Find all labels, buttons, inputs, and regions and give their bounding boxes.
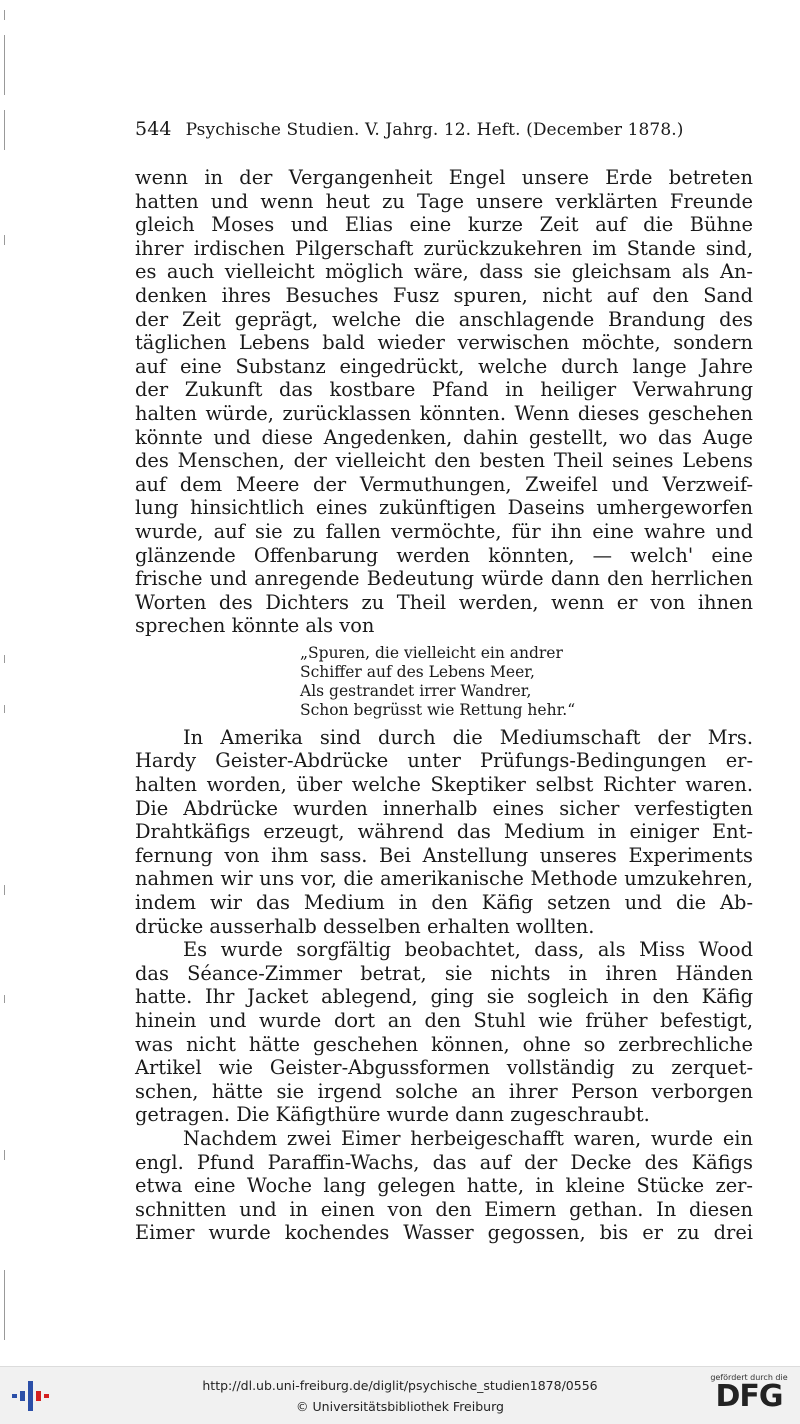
- text-line: Drahtkäfigs erzeugt, während das Medium in einiger Ent-: [135, 820, 753, 844]
- text-line: schen, hätte sie irgend solche an ihrer Person verborgen: [135, 1079, 753, 1103]
- poem-quote: [135, 644, 753, 720]
- text-line: halten worden, über welche Skeptiker selbst Richter waren.: [135, 773, 753, 797]
- running-header: [135, 118, 753, 140]
- text-line: das Séance-Zimmer betrat, sie nichts in ihren Händen: [135, 961, 753, 985]
- text-line: was nicht hätte geschehen können, ohne so zerbrechliche: [135, 1032, 753, 1056]
- poem-line: Schon begrüsst wie Rettung hehr.“: [300, 700, 576, 719]
- poem-line: „Spuren, die vielleicht ein andrer: [300, 643, 563, 662]
- text-line: getragen. Die Käfigthüre wurde dann zugeschraubt.: [135, 1103, 650, 1127]
- paragraph-4: [135, 1127, 753, 1245]
- text-line: hatte. Ihr Jacket ablegend, ging sie sogleich in den Käfig: [135, 985, 753, 1009]
- text-line: glänzende Offenbarung werden könnten, — welch' eine: [135, 543, 753, 567]
- dfg-wordmark: DFG: [715, 1379, 783, 1414]
- text-line: In Amerika sind durch die Mediumschaft der Mrs.: [183, 725, 753, 749]
- text-line: wenn in der Vergangenheit Engel unsere Erde betreten: [135, 166, 753, 189]
- copyright-notice: © Universitätsbibliothek Freiburg: [296, 1399, 504, 1414]
- text-line: frische und anregende Bedeutung würde dann den herrlichen: [135, 567, 753, 591]
- text-line: lung hinsichtlich eines zukünftigen Daseins umhergeworfen: [135, 496, 753, 520]
- text-line: etwa eine Woche lang gelegen hatte, in kleine Stücke zer-: [135, 1174, 753, 1198]
- text-line: täglichen Lebens bald wieder verwischen möchte, sondern: [135, 331, 753, 355]
- text-line: hinein und wurde dort an den Stuhl wie früher befestigt,: [135, 1009, 753, 1032]
- text-line: es auch vielleicht möglich wäre, dass sie gleichsam als An-: [135, 260, 753, 284]
- permalink-url[interactable]: http://dl.ub.uni-freiburg.de/diglit/psychische_studien1878/0556: [202, 1378, 598, 1393]
- text-line: auf dem Meere der Vermuthungen, Zweifel und Verzweif-: [135, 472, 753, 496]
- dfg-logo: [706, 1371, 792, 1421]
- text-line: Es wurde sorgfältig beobachtet, dass, als Miss Wood: [183, 938, 753, 962]
- page-number: 544: [135, 118, 172, 140]
- poem-line: Schiffer auf des Lebens Meer,: [300, 662, 535, 681]
- text-line: der Zukunft das kostbare Pfand in heiliger Verwahrung: [135, 378, 753, 402]
- text-line: gleich Moses und Elias eine kurze Zeit auf die Bühne: [135, 213, 753, 237]
- text-line: halten würde, zurücklassen könnten. Wenn dieses geschehen: [135, 401, 753, 425]
- text-line: könnte und diese Angedenken, dahin gestellt, wo das Auge: [135, 425, 753, 449]
- dfg-caption: gefördert durch die: [710, 1373, 788, 1382]
- text-line: wurde, auf sie zu fallen vermöchte, für ihn eine wahre und: [135, 519, 753, 543]
- text-line: des Menschen, der vielleicht den besten Theil seines Lebens: [135, 449, 753, 473]
- text-line: denken ihres Besuches Fusz spuren, nicht auf den Sand: [135, 283, 753, 307]
- text-line: Artikel wie Geister-Abgussformen vollständig zu zerquet-: [135, 1056, 753, 1080]
- text-line: nahmen wir uns vor, die amerikanische Methode umzukehren,: [135, 867, 753, 891]
- running-title: Psychische Studien. V. Jahrg. 12. Heft. (December 1878.): [185, 120, 684, 140]
- scan-page-edge: [0, 0, 14, 1366]
- text-line: der Zeit geprägt, welche die anschlagende Brandung des: [135, 307, 753, 331]
- text-line: drücke ausserhalb desselben erhalten wollten.: [135, 914, 595, 938]
- text-line: indem wir das Medium in den Käfig setzen und die Ab-: [135, 891, 753, 915]
- text-line: sprechen könnte als von: [135, 614, 375, 638]
- text-line: Die Abdrücke wurden innerhalb eines sicher verfestigten: [135, 796, 753, 820]
- text-line: hatten und wenn heut zu Tage unsere verklärten Freunde: [135, 189, 753, 213]
- text-line: Eimer wurde kochendes Wasser gegossen, bis er zu drei: [135, 1221, 753, 1245]
- text-line: schnitten und in einen von den Eimern gethan. In diesen: [135, 1197, 753, 1221]
- page-body: [135, 166, 753, 1245]
- text-line: fernung von ihm sass. Bei Anstellung unseres Experiments: [135, 843, 753, 867]
- text-line: Nachdem zwei Eimer herbeigeschafft waren, wurde ein: [183, 1126, 753, 1150]
- text-line: auf eine Substanz eingedrückt, welche durch lange Jahre: [135, 354, 753, 378]
- paragraph-2: [135, 726, 753, 938]
- text-line: Hardy Geister-Abdrücke unter Prüfungs-Bedingungen er-: [135, 749, 753, 773]
- paragraph-1: [135, 166, 753, 638]
- viewer-footer: [0, 1366, 800, 1424]
- text-line: engl. Pfund Paraffin-Wachs, das auf der Decke des Käfigs: [135, 1150, 753, 1174]
- paragraph-3: [135, 938, 753, 1127]
- poem-line: Als gestrandet irrer Wandrer,: [300, 681, 532, 700]
- text-line: ihrer irdischen Pilgerschaft zurückzukehren im Stande sind,: [135, 236, 753, 260]
- text-line: Worten des Dichters zu Theil werden, wenn er von ihnen: [135, 590, 753, 614]
